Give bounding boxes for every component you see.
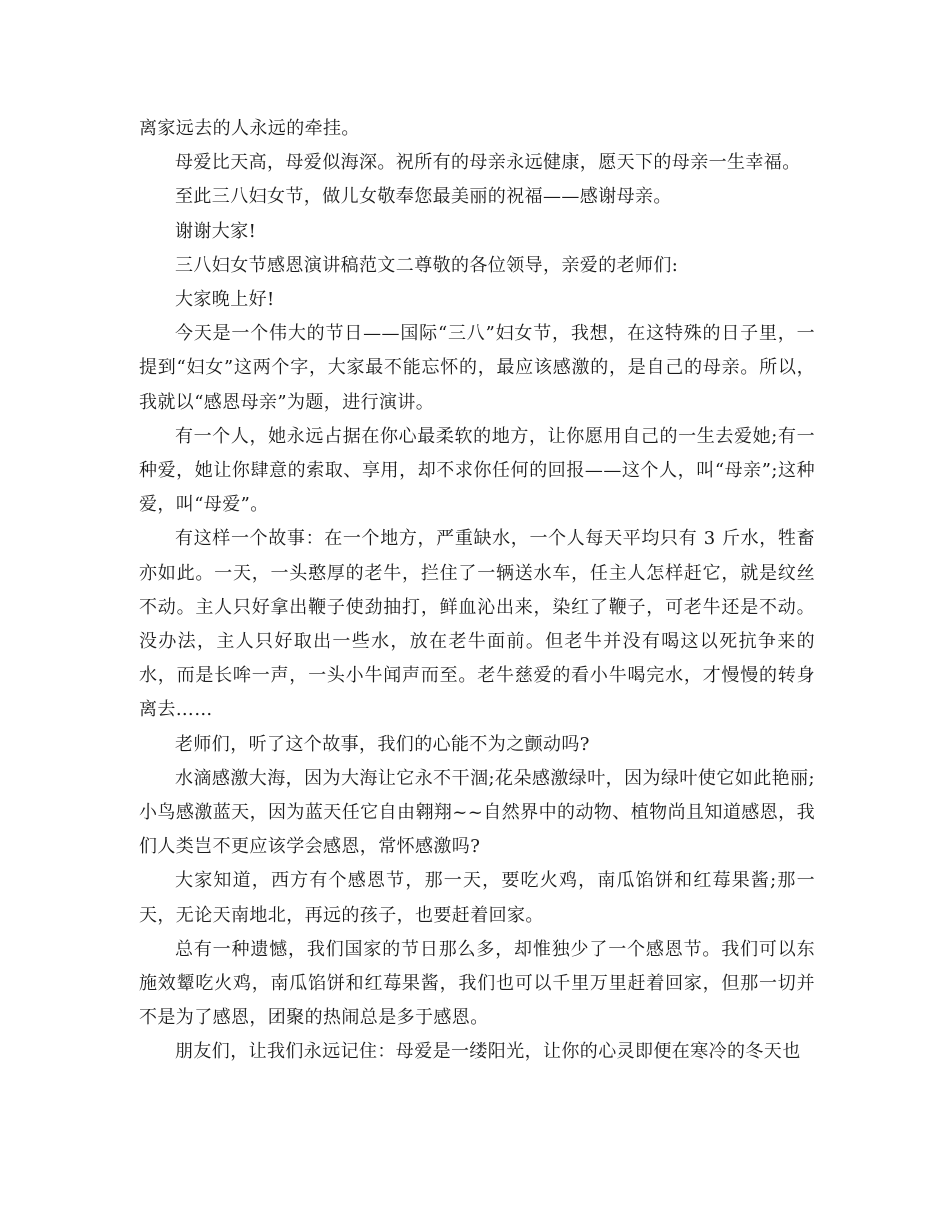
paragraph: 有这样一个故事：在一个地方，严重缺水，一个人每天平均只有 3 斤水，牲畜亦如此。一天，一头憨厚的老牛，拦住了一辆送水车，任主人怎样赶它，就是纹丝不动。主人只好拿出鞭子使劲抽打，鲜血沁出来，染红了鞭子，可老牛还是不动。没办法，主人只好取出一些水，放在老牛面前。但老牛并没有喝这以死抗争来的水，而是长哞一声，一头小牛闻声而至。老牛慈爱的看小牛喝完水，才慢慢的转身离去…… — [139, 528, 815, 721]
section-heading-paragraph: 三八妇女节感恩演讲稿范文二尊敬的各位领导，亲爱的老师们: — [175, 254, 679, 276]
paragraph: 大家知道，西方有个感恩节，那一天，要吃火鸡，南瓜馅饼和红莓果酱;那一天，无论天南地北，再远的孩子，也要赶着回家。 — [139, 870, 815, 926]
paragraph: 老师们，听了这个故事，我们的心能不为之颤动吗? — [175, 733, 590, 755]
paragraph: 至此三八妇女节，做儿女敬奉您最美丽的祝福——感谢母亲。 — [175, 186, 672, 208]
document-body — [139, 112, 815, 1070]
paragraph: 今天是一个伟大的节日——国际“三八”妇女节，我想，在这特殊的日子里，一提到“妇女”这两个字，大家最不能忘怀的，最应该感激的，是自己的母亲。所以，我就以“感恩母亲”为题，进行演讲。 — [139, 323, 815, 413]
paragraph: 朋友们，让我们永远记住：母爱是一缕阳光，让你的心灵即便在寒冷的冬天也 — [175, 1041, 801, 1063]
paragraph: 有一个人，她永远占据在你心最柔软的地方，让你愿用自己的一生去爱她;有一种爱，她让你肆意的索取、享用，却不求你任何的回报——这个人，叫“母亲”;这种爱，叫“母爱”。 — [139, 425, 815, 516]
paragraph: 大家晚上好! — [175, 289, 275, 311]
paragraph: 离家远去的人永远的牵挂。 — [139, 118, 360, 139]
paragraph: 总有一种遗憾，我们国家的节日那么多，却惟独少了一个感恩节。我们可以东施效颦吃火鸡，南瓜馅饼和红莓果酱，我们也可以千里万里赶着回家，但那一切并不是为了感恩，团聚的热闹总是多于感恩。 — [139, 938, 815, 1029]
paragraph: 水滴感激大海，因为大海让它永不干涸;花朵感激绿叶，因为绿叶使它如此艳丽;小鸟感激蓝天，因为蓝天任它自由翱翔~~自然界中的动物、植物尚且知道感恩，我们人类岂不更应该学会感恩，常怀感激吗? — [139, 767, 815, 858]
paragraph: 谢谢大家! — [175, 220, 257, 242]
paragraph: 母爱比天高，母爱似海深。祝所有的母亲永远健康，愿天下的母亲一生幸福。 — [175, 152, 801, 174]
